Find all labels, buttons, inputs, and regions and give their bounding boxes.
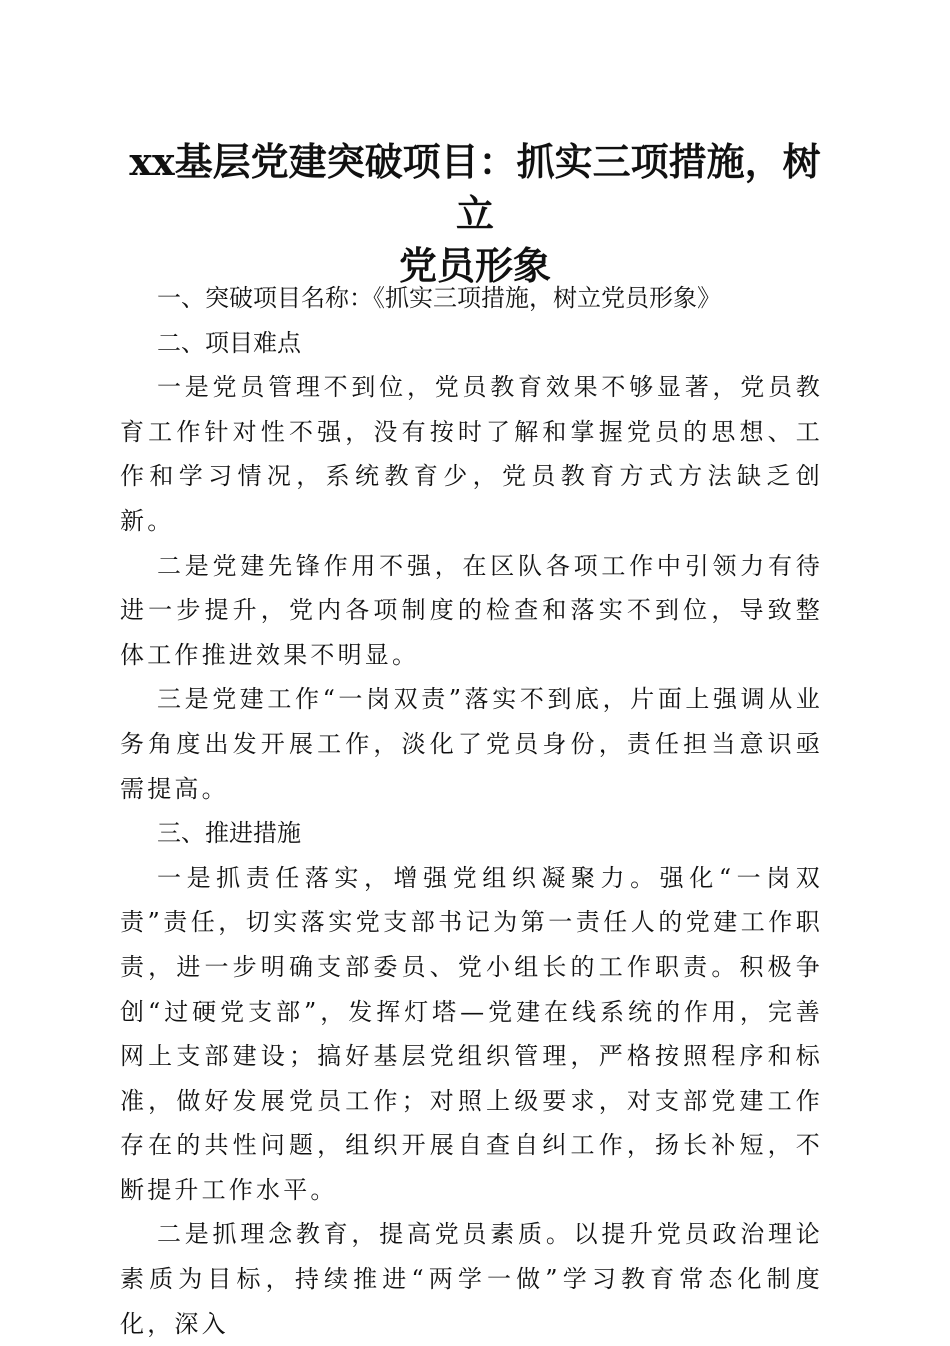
difficulty-paragraph-1: 一是党员管理不到位，党员教育效果不够显著，党员教育工作针对性不强，没有按时了解和掌握党员的思想、工作和学习情况，系统教育少，党员教育方式方法缺乏创新。 [120,373,823,535]
title-line-2: 党员形象 [398,243,551,288]
difficulty-paragraph-2: 二是党建先锋作用不强，在区队各项工作中引领力有待进一步提升，党内各项制度的检查和落实不到位，导致整体工作推进效果不明显。 [120,551,823,669]
measure-paragraph-1: 一是抓责任落实，增强党组织凝聚力。强化“一岗双责”责任，切实落实党支部书记为第一责任人的党建工作职责，进一步明确支部委员、党小组长的工作职责。积极争创“过硬党支部”，发挥灯塔—党建在线系统的作用，完善网上支部建设；搞好基层党组织管理，严格按照程序和标准，做好发展党员工作；对照上级要求，对支部党建工作存在的共性问题，组织开展自查自纠工作，扬长补短，不断提升工作水平。 [120,863,823,1204]
section-heading-difficulties: 二、项目难点 [157,328,301,357]
document-title [120,136,830,292]
document-body [120,276,823,1346]
title-line-1: xx基层党建突破项目：抓实三项措施，树立 [129,139,821,236]
measure-paragraph-2: 二是抓理念教育，提高党员素质。以提升党员政治理论素质为目标，持续推进“两学一做”学习教育常态化制度化，深入 [120,1220,823,1338]
difficulty-paragraph-3: 三是党建工作“一岗双责”落实不到底，片面上强调从业务角度出发开展工作，淡化了党员身份，责任担当意识亟需提高。 [120,685,823,803]
section-heading-project-name: 一、突破项目名称：《抓实三项措施，树立党员形象》 [157,284,721,312]
section-heading-measures: 三、推进措施 [157,819,301,848]
